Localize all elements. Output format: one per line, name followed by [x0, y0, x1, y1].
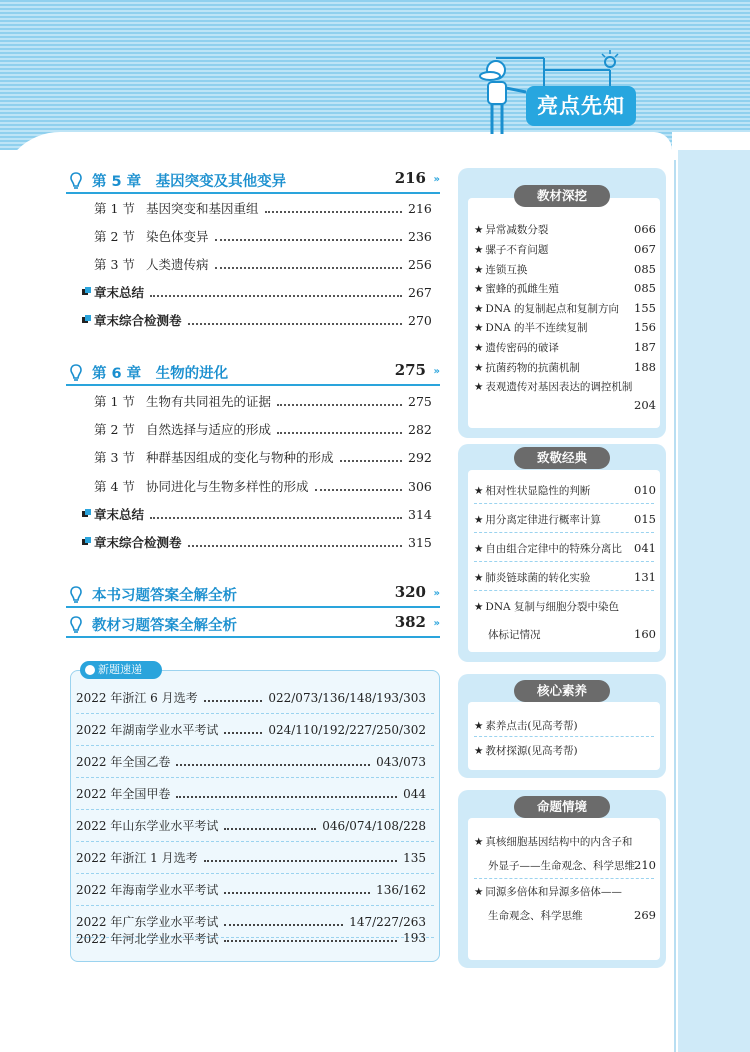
toc-row[interactable] [94, 447, 430, 467]
highlight-title: DNA 的半不连续复制 [485, 322, 588, 334]
star-icon: ★ [474, 572, 484, 584]
highlight-item[interactable] [474, 281, 656, 296]
dashed-divider [474, 561, 654, 562]
dashed-divider [474, 878, 654, 879]
highlight-item[interactable] [474, 570, 656, 585]
section-page: 282 [408, 421, 432, 437]
section-page: 314 [408, 506, 432, 522]
dashed-divider [474, 532, 654, 533]
highlight-title: 抗菌药物的抗菌机制 [485, 362, 580, 374]
exam-label: 2022 年全国乙卷 [76, 755, 171, 769]
section-page: 270 [408, 312, 432, 328]
chevron-right-icon: » [433, 588, 440, 599]
section-title: 章末总结 [94, 285, 145, 300]
star-icon: ★ [474, 381, 484, 393]
highlight-page: 010 [634, 483, 656, 497]
exam-label: 2022 年山东学业水平考试 [76, 819, 219, 833]
star-icon: ★ [474, 264, 484, 276]
chapter-title: 第 6 章 生物的进化 [92, 366, 229, 382]
bulb-icon [68, 363, 84, 383]
highlight-title: 体标记情况 [488, 629, 541, 641]
exam-label: 2022 年浙江 1 月选考 [76, 851, 198, 865]
dashed-divider [474, 503, 654, 504]
chapter-page: 382 [394, 613, 426, 631]
section-number: 第 2 节 [94, 229, 135, 244]
section-page: 256 [408, 256, 432, 272]
highlight-item[interactable] [474, 834, 656, 849]
highlight-title: 蜜蜂的孤雌生殖 [485, 283, 559, 295]
toc-row[interactable] [94, 254, 430, 274]
highlight-item[interactable] [474, 512, 656, 527]
section-page: 275 [408, 393, 432, 409]
highlight-title: 同源多倍体和异源多倍体—— [485, 886, 622, 898]
section-number: 第 1 节 [94, 394, 135, 409]
star-icon: ★ [474, 543, 484, 555]
highlight-page: 155 [634, 301, 656, 315]
exam-pages: 043/073 [376, 754, 426, 769]
leader-dots [204, 854, 397, 862]
section-title: 自然选择与适应的形成 [146, 422, 272, 437]
toc-row[interactable] [94, 310, 430, 330]
highlight-page: 085 [634, 262, 656, 276]
section-title: 人类遗传病 [146, 257, 209, 272]
exam-pages: 193 [403, 931, 426, 945]
highlight-item[interactable] [474, 884, 656, 899]
leader-dots [224, 822, 316, 830]
highlight-item[interactable] [474, 718, 656, 733]
new-exam-tag-label: 新题速递 [98, 663, 142, 676]
square-bullet-icon [82, 537, 92, 547]
exam-label: 2022 年浙江 6 月选考 [76, 691, 198, 705]
highlight-title: 表观遗传对基因表达的调控机制 [485, 381, 633, 393]
section-page: 216 [408, 200, 432, 216]
exam-pages: 022/073/136/148/193/303 [268, 690, 426, 705]
highlight-item[interactable] [474, 541, 656, 556]
highlight-title: DNA 的复制起点和复制方向 [485, 303, 619, 315]
section-title: 基因突变和基因重组 [146, 201, 259, 216]
chevron-right-icon: » [433, 618, 440, 629]
highlight-title: 遗传密码的破译 [485, 342, 559, 354]
section-number: 第 1 节 [94, 201, 135, 216]
leader-dots [176, 758, 370, 766]
section-page: 306 [408, 478, 432, 494]
leader-dots [215, 232, 402, 241]
highlight-page: 066 [634, 222, 656, 236]
leader-dots [150, 288, 402, 297]
highlight-item[interactable] [474, 262, 656, 277]
leader-dots [188, 316, 402, 325]
section-title: 协同进化与生物多样性的形成 [146, 479, 309, 494]
header-striped-band [0, 0, 750, 150]
exam-pages: 046/074/108/228 [322, 818, 426, 833]
highlight-title: DNA 复制与细胞分裂中染色 [485, 601, 619, 613]
exam-row[interactable] [76, 778, 434, 810]
highlight-title: 素养点击(见高考帮) [485, 720, 578, 732]
panel-mingti-tag: 命题情境 [514, 796, 610, 818]
highlight-title: 生命观念、科学思维 [488, 910, 583, 922]
highlight-item[interactable] [474, 222, 656, 237]
leader-dots [224, 726, 262, 734]
exam-pages: 044 [403, 786, 426, 801]
exam-row[interactable] [76, 746, 434, 778]
section-title: 生物有共同祖先的证据 [146, 394, 272, 409]
highlight-page: 204 [634, 398, 656, 412]
section-number: 第 3 节 [94, 257, 135, 272]
leader-dots [224, 934, 397, 942]
highlight-page: 210 [634, 858, 656, 872]
dashed-divider [474, 736, 654, 737]
highlight-title: 相对性状显隐性的判断 [485, 485, 591, 497]
leader-dots [176, 790, 397, 798]
toc-row[interactable] [94, 391, 430, 411]
exam-pages: 024/110/192/227/250/302 [268, 722, 426, 737]
leader-dots [277, 425, 402, 434]
highlight-title: 教材探源(见高考帮) [485, 745, 578, 757]
exam-label: 2022 年全国甲卷 [76, 787, 171, 801]
toc-row[interactable] [94, 198, 430, 218]
exam-row[interactable] [76, 714, 434, 746]
star-icon: ★ [474, 283, 484, 295]
square-bullet-icon [82, 287, 92, 297]
leader-dots [224, 886, 370, 894]
toc-row[interactable] [94, 419, 430, 439]
highlight-title: 肺炎链球菌的转化实验 [485, 572, 591, 584]
leader-dots [277, 397, 402, 406]
star-icon: ★ [474, 720, 484, 732]
chapter-page: 216 [394, 169, 426, 187]
toc-row[interactable] [94, 226, 430, 246]
highlight-item[interactable] [474, 320, 656, 335]
highlight-item[interactable] [474, 360, 656, 375]
leader-dots [204, 694, 263, 702]
right-margin-fill [678, 150, 750, 1052]
highlight-page: 269 [634, 908, 656, 922]
star-icon: ★ [474, 303, 484, 315]
highlight-page: 067 [634, 242, 656, 256]
highlight-title: 自由组合定律中的特殊分离比 [485, 543, 622, 555]
highlight-page: 041 [634, 541, 656, 555]
star-icon: ★ [474, 485, 484, 497]
dashed-divider [474, 590, 654, 591]
star-icon: ★ [474, 514, 484, 526]
chapter-page: 275 [394, 361, 426, 379]
highlight-continuation [474, 908, 656, 924]
section-number: 第 2 节 [94, 422, 135, 437]
toc-row[interactable] [94, 504, 430, 524]
highlight-title: 连锁互换 [485, 264, 528, 276]
panel-zhijing-tag: 致敬经典 [514, 447, 610, 469]
star-icon: ★ [474, 601, 484, 613]
highlight-item[interactable] [474, 340, 656, 355]
star-icon: ★ [474, 745, 484, 757]
highlight-item[interactable] [474, 743, 656, 758]
section-page: 292 [408, 449, 432, 465]
square-bullet-icon [82, 315, 92, 325]
highlight-item[interactable] [474, 379, 656, 394]
chapter-page: 320 [394, 583, 426, 601]
highlight-title: 骡子不育问题 [485, 244, 549, 256]
chevron-right-icon: » [433, 366, 440, 377]
highlight-title: 真核细胞基因结构中的内含子和 [485, 836, 633, 848]
exam-row[interactable] [76, 842, 434, 874]
leader-dots [150, 510, 402, 519]
bulb-icon [68, 171, 84, 191]
section-page: 315 [408, 534, 432, 550]
highlight-continuation [474, 858, 656, 874]
section-page: 236 [408, 228, 432, 244]
star-icon: ★ [474, 342, 484, 354]
exam-label: 2022 年广东学业水平考试 [76, 915, 219, 929]
exam-pages: 147/227/263 [349, 914, 426, 929]
chapter-title: 第 5 章 基因突变及其他变异 [92, 174, 287, 190]
star-icon: ★ [474, 244, 484, 256]
exam-row[interactable] [76, 682, 434, 714]
section-number: 第 3 节 [94, 450, 135, 465]
answers-heading[interactable] [66, 584, 440, 608]
highlight-page: 187 [634, 340, 656, 354]
panel-hexin-tag: 核心素养 [514, 680, 610, 702]
highlight-item[interactable] [474, 242, 656, 257]
star-icon: ★ [474, 886, 484, 898]
chevron-right-icon: » [433, 174, 440, 185]
new-exam-tag [80, 661, 162, 679]
highlight-item[interactable] [474, 599, 656, 614]
section-title: 种群基因组成的变化与物种的形成 [146, 450, 334, 465]
chapter-6-heading[interactable] [66, 362, 440, 386]
page-title-badge: 亮点先知 [526, 86, 636, 126]
highlight-item[interactable] [474, 483, 656, 498]
exam-row[interactable] [76, 874, 434, 906]
star-icon: ★ [474, 224, 484, 236]
section-title: 章末总结 [94, 507, 145, 522]
exam-label: 2022 年海南学业水平考试 [76, 883, 219, 897]
dot-icon [85, 665, 95, 675]
page-edge [666, 160, 676, 1052]
textbook-answers-heading[interactable] [66, 614, 440, 638]
star-icon: ★ [474, 322, 484, 334]
exam-pages: 136/162 [376, 882, 426, 897]
highlight-page: 015 [634, 512, 656, 526]
panel-jiaocai-tag: 教材深挖 [514, 185, 610, 207]
highlight-page: 160 [634, 627, 656, 641]
leader-dots [265, 204, 402, 213]
chapter-title: 教材习题答案全解全析 [92, 618, 237, 634]
highlight-item[interactable] [474, 301, 656, 316]
highlight-continuation [474, 627, 656, 643]
toc-row[interactable] [94, 476, 430, 496]
section-page: 267 [408, 284, 432, 300]
leader-dots [340, 453, 402, 462]
leader-dots [215, 260, 402, 269]
leader-dots [315, 482, 402, 491]
star-icon: ★ [474, 362, 484, 374]
toc-row[interactable] [94, 282, 430, 302]
highlight-title: 外显子——生命观念、科学思维 [488, 860, 635, 872]
highlight-page: 156 [634, 320, 656, 334]
bulb-icon [68, 615, 84, 635]
exam-row[interactable] [76, 922, 434, 954]
bulb-icon [68, 585, 84, 605]
chapter-title: 本书习题答案全解全析 [92, 588, 237, 604]
exam-pages: 135 [403, 850, 426, 865]
square-bullet-icon [82, 509, 92, 519]
section-title: 章末综合检测卷 [94, 535, 182, 550]
exam-label: 2022 年河北学业水平考试 [76, 931, 219, 946]
chapter-5-heading[interactable] [66, 170, 440, 194]
star-icon: ★ [474, 836, 484, 848]
toc-row[interactable] [94, 532, 430, 552]
section-title: 染色体变异 [146, 229, 209, 244]
exam-label: 2022 年湖南学业水平考试 [76, 723, 219, 737]
highlight-page: 188 [634, 360, 656, 374]
section-number: 第 4 节 [94, 479, 135, 494]
section-title: 章末综合检测卷 [94, 313, 182, 328]
highlight-page: 085 [634, 281, 656, 295]
highlight-title: 用分离定律进行概率计算 [485, 514, 601, 526]
highlight-continuation [474, 398, 656, 414]
exam-row[interactable] [76, 810, 434, 842]
highlight-title: 异常减数分裂 [485, 224, 549, 236]
highlight-page: 131 [634, 570, 656, 584]
leader-dots [188, 538, 402, 547]
